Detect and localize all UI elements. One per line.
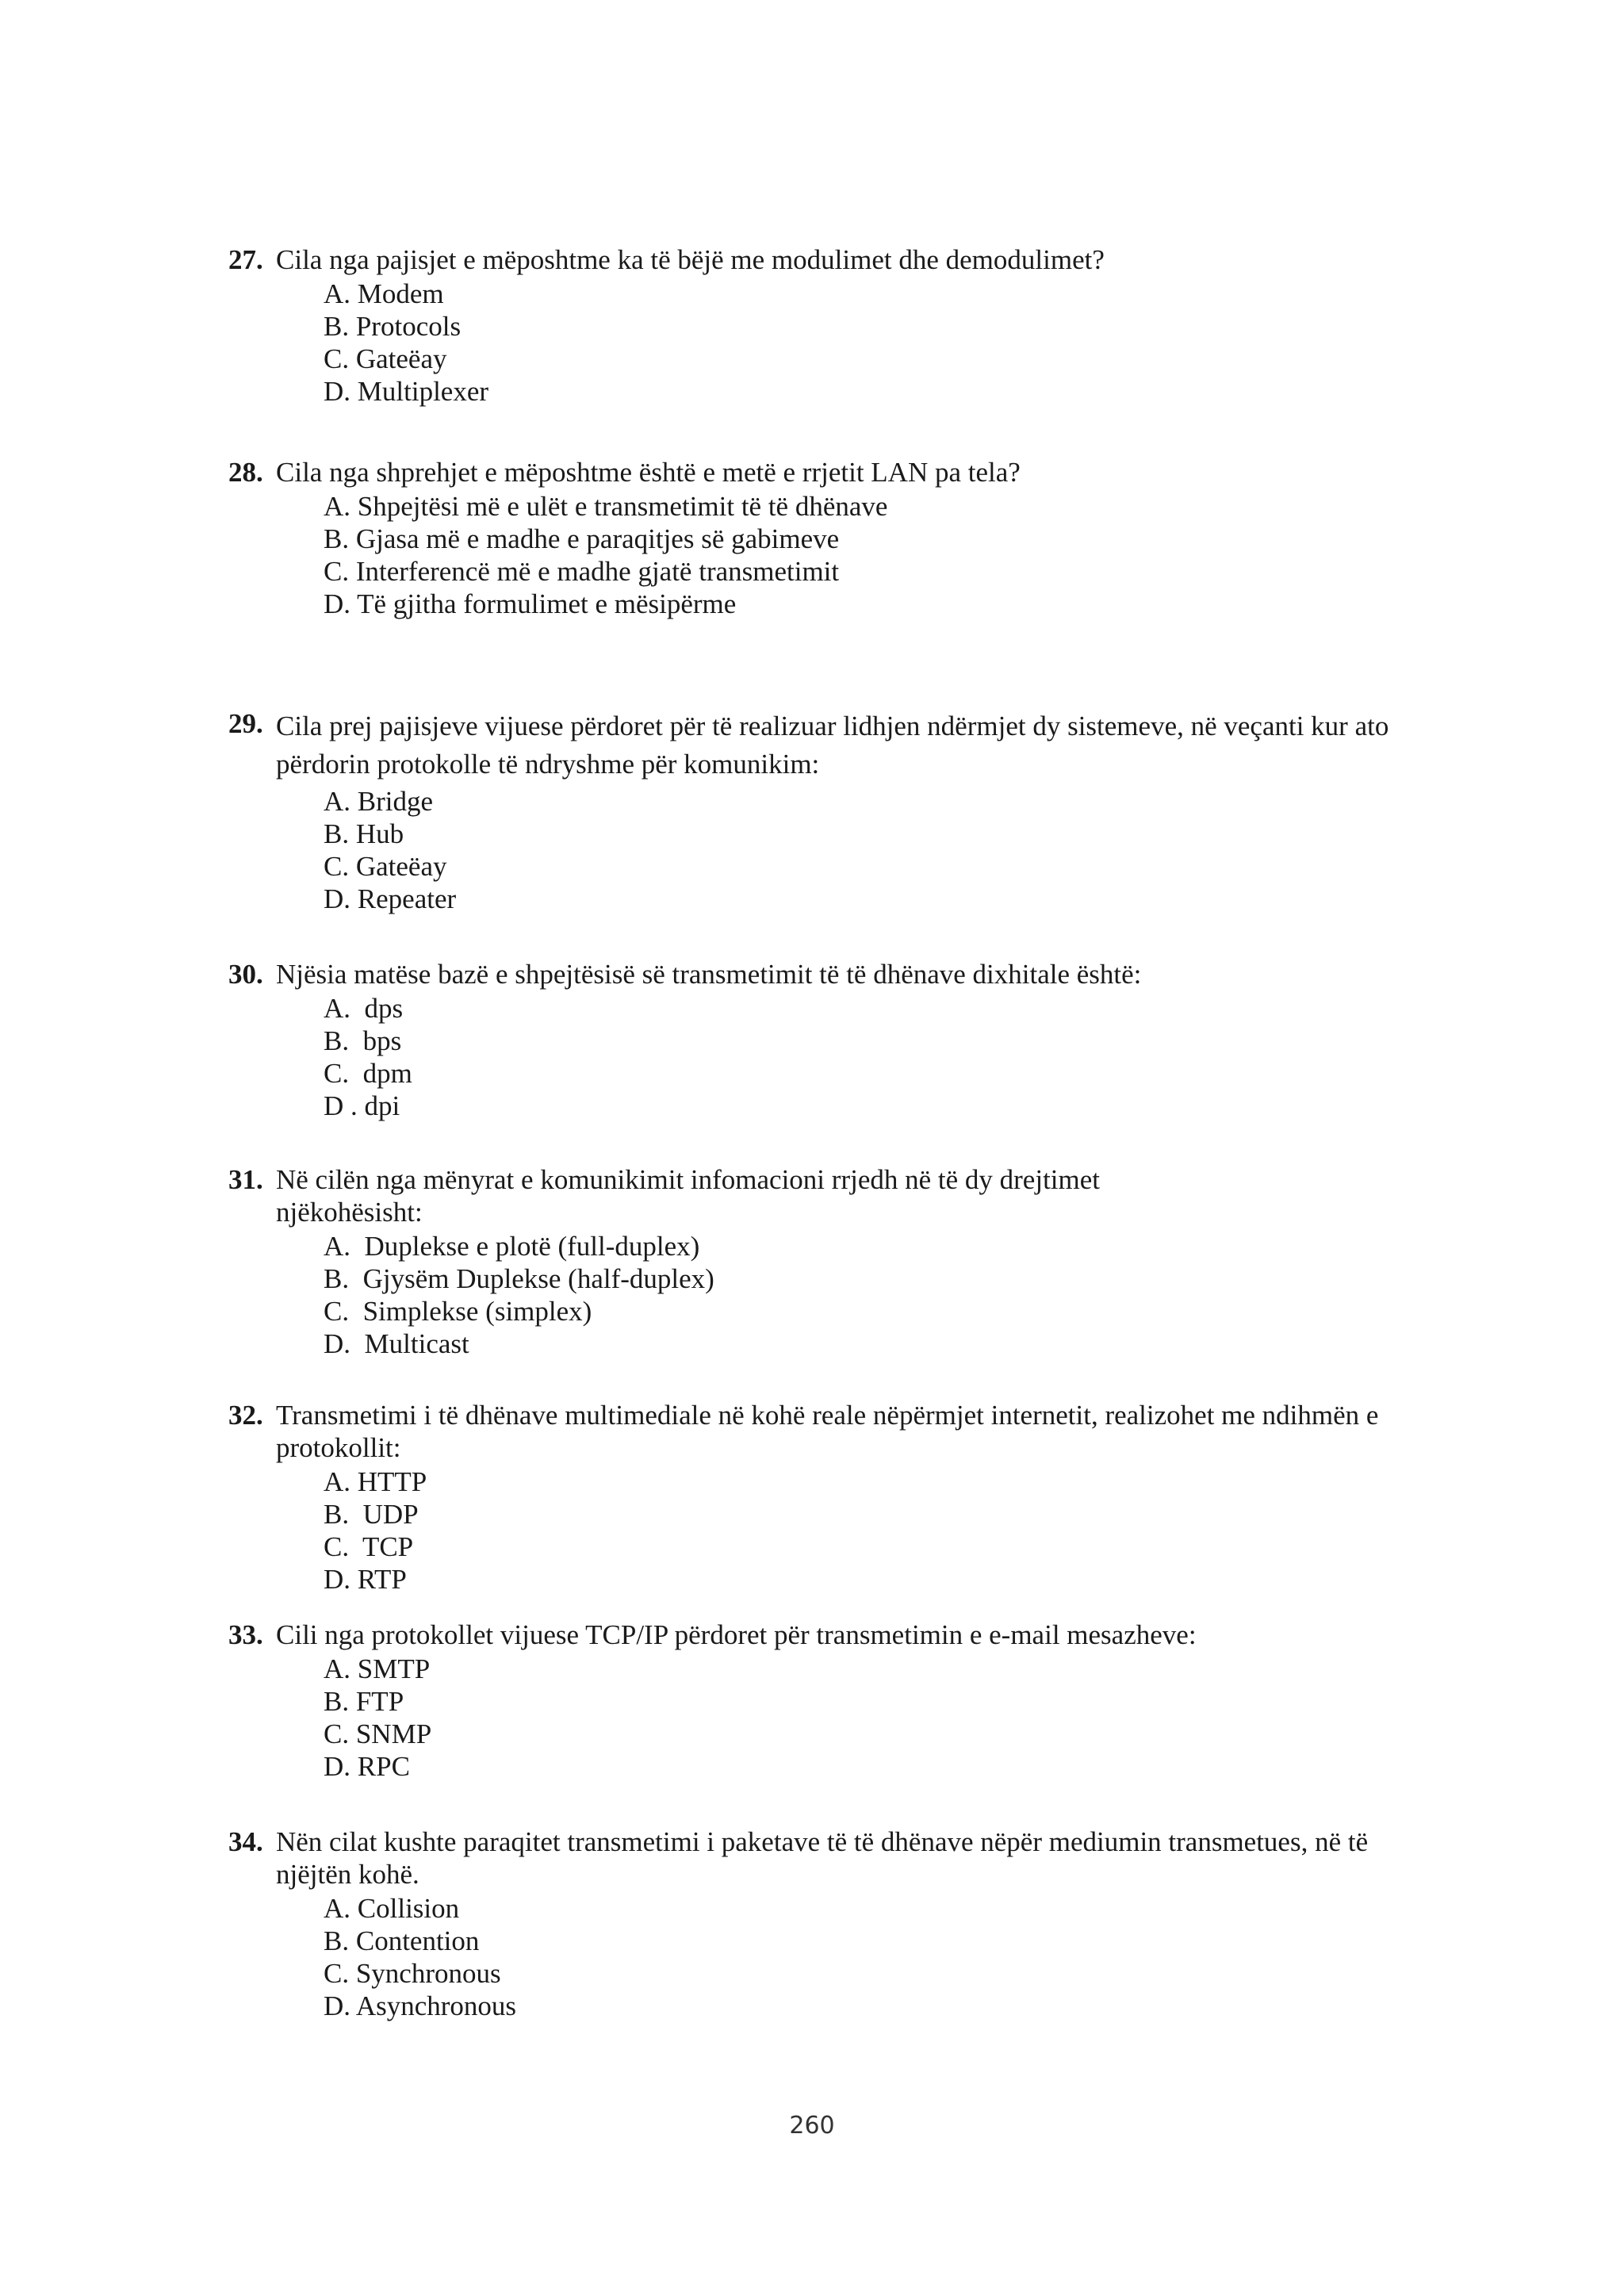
question-text: Cili nga protokollet vijuese TCP/IP përdoret për transmetimin e e-mail mesazheve:: [276, 1619, 1197, 1650]
option-list: [324, 278, 1418, 408]
question-number: 30.: [228, 959, 263, 990]
question-33: [228, 1619, 1418, 1783]
question-number: 31.: [228, 1164, 263, 1195]
option-list: [324, 785, 1418, 915]
option-a: A. SMTP: [324, 1653, 431, 1684]
option-b: B. Protocols: [324, 311, 462, 342]
option-a: A. HTTP: [324, 1466, 427, 1497]
option-b: B. FTP: [324, 1686, 404, 1717]
question-text: Cila prej pajisjeve vijuese përdoret për të realizuar lidhjen ndërmjet dy sistemeve, në veçanti kur ato përdorin protokolle të ndryshme për komunikim:: [276, 711, 1396, 780]
option-b: B. Hub: [324, 818, 404, 849]
question-number: 33.: [228, 1619, 263, 1650]
option-d: D. Të gjitha formulimet e mësipërme: [324, 588, 737, 619]
question-34: [228, 1826, 1418, 2022]
option-d: D. Repeater: [324, 883, 457, 914]
question-27: [228, 243, 1418, 408]
question-number: 28.: [228, 457, 263, 488]
option-list: [324, 992, 1418, 1122]
question-28: [228, 456, 1418, 620]
option-b: B. Contention: [324, 1925, 480, 1956]
option-list: [324, 1230, 1418, 1360]
option-d: D. Multicast: [324, 1328, 469, 1359]
question-text: Në cilën nga mënyrat e komunikimit infomacioni rrjedh në të dy drejtimet njëkohësisht:: [276, 1164, 1107, 1228]
option-c: C. Interferencë më e madhe gjatë transmetimit: [324, 556, 840, 587]
question-text: Cila nga shprehjet e mëposhtme është e metë e rrjetit LAN pa tela?: [276, 457, 1021, 488]
option-c: C. Simplekse (simplex): [324, 1296, 592, 1327]
option-list: [324, 490, 1418, 620]
question-number: 29.: [228, 708, 263, 739]
question-number: 34.: [228, 1826, 263, 1857]
question-text: Cila nga pajisjet e mëposhtme ka të bëjë me modulimet dhe demodulimet?: [276, 244, 1105, 275]
option-d: D. RTP: [324, 1564, 407, 1595]
question-31: [228, 1163, 1418, 1360]
option-a: A. dps: [324, 993, 404, 1024]
option-d: D. Asynchronous: [324, 1990, 517, 2021]
option-b: B. Gjasa më e madhe e paraqitjes së gabimeve: [324, 523, 840, 554]
question-text: Njësia matëse bazë e shpejtësisë së transmetimit të të dhënave dixhitale është:: [276, 959, 1142, 990]
question-text: Nën cilat kushte paraqitet transmetimi i paketave të të dhënave nëpër mediumin transmetues, në të njëjtën kohë.: [276, 1826, 1375, 1890]
option-a: A. Collision: [324, 1893, 460, 1924]
question-29: [228, 707, 1418, 915]
option-b: B. UDP: [324, 1499, 419, 1530]
option-c: C. TCP: [324, 1531, 414, 1562]
option-c: C. Gateëay: [324, 851, 447, 882]
option-b: B. bps: [324, 1025, 402, 1056]
option-c: C. dpm: [324, 1058, 412, 1089]
option-a: A. Duplekse e plotë (full-duplex): [324, 1231, 700, 1262]
question-number: 32.: [228, 1400, 263, 1431]
question-32: [228, 1399, 1418, 1596]
option-a: A. Shpejtësi më e ulët e transmetimit të të dhënave: [324, 491, 888, 522]
option-list: [324, 1892, 1418, 2022]
option-list: [324, 1653, 1418, 1783]
option-c: C. Synchronous: [324, 1958, 501, 1989]
question-30: [228, 958, 1418, 1122]
page-number: 260: [789, 2112, 835, 2140]
option-a: A. Modem: [324, 278, 444, 309]
option-d: D. RPC: [324, 1751, 410, 1782]
option-a: A. Bridge: [324, 786, 434, 817]
option-c: C. SNMP: [324, 1718, 432, 1749]
question-number: 27.: [228, 244, 263, 275]
option-list: [324, 1465, 1418, 1596]
option-c: C. Gateëay: [324, 343, 447, 374]
question-text: Transmetimi i të dhënave multimediale në kohë reale nëpërmjet internetit, realizohet me ndihmën e protokollit:: [276, 1400, 1386, 1463]
option-d: D. Multiplexer: [324, 376, 489, 407]
option-b: B. Gjysëm Duplekse (half-duplex): [324, 1263, 714, 1294]
option-d: D . dpi: [324, 1090, 400, 1121]
